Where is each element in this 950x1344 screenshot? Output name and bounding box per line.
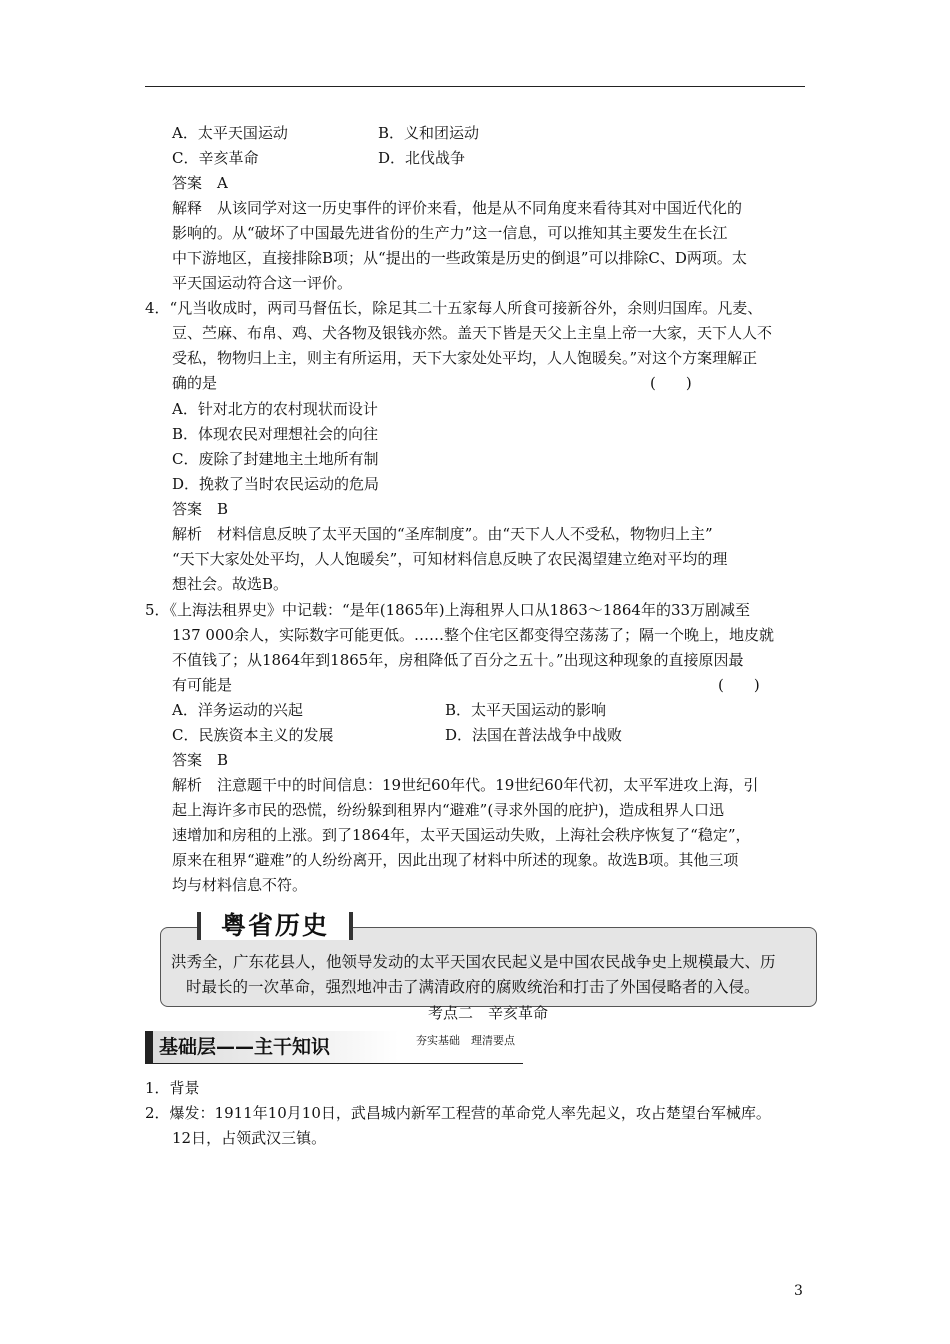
q4-stem-line: 受私，物物归上主，则主有所运用，天下大家处处平均，人人饱暖矣。”对这个方案理解正 xyxy=(172,349,758,367)
q4-stem-line: 确的是 xyxy=(172,374,218,392)
guangdong-history-title: 粤省历史 xyxy=(197,912,353,940)
page-number: 3 xyxy=(794,1283,803,1299)
q5-answer-blank: ( ) xyxy=(718,676,760,694)
point-outbreak-line: 12日，占领武汉三镇。 xyxy=(172,1129,327,1147)
q5-option-c: C．民族资本主义的发展 xyxy=(172,726,334,744)
point-background: 1．背景 xyxy=(145,1079,200,1097)
q3-option-a: A．太平天国运动 xyxy=(172,124,288,142)
banner-text-line: 时最长的一次革命，强烈地冲击了满清政府的腐败统治和打击了外国侵略者的入侵。 xyxy=(186,978,760,996)
q4-stem-line: 4．“凡当收成时，两司马督伍长，除足其二十五家每人所食可接新谷外，余则归国库。凡麦、 xyxy=(145,299,763,317)
q3-option-d: D．北伐战争 xyxy=(378,149,466,167)
q3-option-c: C．辛亥革命 xyxy=(172,149,259,167)
q3-explain-line: 解释 从该同学对这一历史事件的评价来看，他是从不同角度来看待其对中国近代化的 xyxy=(172,199,743,217)
q3-explain-line: 平天国运动符合这一评价。 xyxy=(172,274,353,292)
q4-explain-line: 想社会。故选B。 xyxy=(172,575,289,593)
q3-explain-line: 中下游地区，直接排除B项；从“提出的一些政策是历史的倒退”可以排除C、D两项。太 xyxy=(172,249,747,267)
q5-option-a: A．洋务运动的兴起 xyxy=(172,701,303,719)
basic-layer-rule xyxy=(145,1063,523,1064)
q5-stem-line: 137 000余人，实际数字可能更低。……整个住宅区都变得空荡荡了；隔一个晚上，地皮就 xyxy=(172,626,775,644)
q5-explain-line: 解析 注意题干中的时间信息：19世纪60年代。19世纪60年代初，太平军进攻上海，引 xyxy=(172,776,759,794)
section-heading: 考点二 辛亥革命 xyxy=(428,1004,549,1022)
q4-option-d: D．挽救了当时农民运动的危局 xyxy=(172,475,380,493)
header-rule xyxy=(145,86,805,87)
q5-stem-line: 不值钱了；从1864年到1865年，房租降低了百分之五十。”出现这种现象的直接原因最 xyxy=(172,651,744,669)
banner-text-line: 洪秀全，广东花县人，他领导发动的太平天国农民起义是中国农民战争史上规模最大、历 xyxy=(171,953,776,971)
q4-option-c: C．废除了封建地主土地所有制 xyxy=(172,450,379,468)
q4-option-b: B．体现农民对理想社会的向往 xyxy=(172,425,379,443)
q3-explain-line: 影响的。从“破坏了中国最先进省份的生产力”这一信息，可以推知其主要发生在长江 xyxy=(172,224,728,242)
q4-stem-line: 豆、苎麻、布帛、鸡、犬各物及银钱亦然。盖天下皆是天父上主皇上帝一大家，天下人人不 xyxy=(172,324,773,342)
q5-stem-line: 5．《上海法租界史》中记载：“是年(1865年)上海租界人口从1863～1864年的33万剧减至 xyxy=(145,601,751,619)
q4-answer: 答案 B xyxy=(172,500,229,518)
q5-option-d: D．法国在普法战争中战败 xyxy=(445,726,623,744)
q3-answer: 答案 A xyxy=(172,174,228,192)
basic-layer-subtitle: 夯实基础 理清要点 xyxy=(416,1034,515,1047)
q5-answer: 答案 B xyxy=(172,751,229,769)
q5-explain-line: 均与材料信息不符。 xyxy=(172,876,308,894)
q5-explain-line: 起上海许多市民的恐慌，纷纷躲到租界内“避难”(寻求外国的庇护)，造成租界人口迅 xyxy=(172,801,725,819)
q5-option-b: B．太平天国运动的影响 xyxy=(445,701,607,719)
q4-explain-line: “天下大家处处平均，人人饱暖矣”，可知材料信息反映了农民渴望建立绝对平均的理 xyxy=(172,550,728,568)
q4-answer-blank: ( ) xyxy=(650,374,692,392)
q4-explain-line: 解析 材料信息反映了太平天国的“圣库制度”。由“天下人人不受私，物物归上主” xyxy=(172,525,713,543)
basic-layer-heading: 基础层——主干知识 xyxy=(145,1031,399,1063)
q5-stem-line: 有可能是 xyxy=(172,676,233,694)
q5-explain-line: 速增加和房租的上涨。到了1864年，太平天国运动失败，上海社会秩序恢复了“稳定”， xyxy=(172,826,751,844)
q3-option-b: B．义和团运动 xyxy=(378,124,480,142)
q5-explain-line: 原来在租界“避难”的人纷纷离开，因此出现了材料中所述的现象。故选B项。其他三项 xyxy=(172,851,739,869)
point-outbreak-line: 2．爆发：1911年10月10日，武昌城内新军工程营的革命党人率先起义，攻占楚望台军械库。 xyxy=(145,1104,771,1122)
q4-option-a: A．针对北方的农村现状而设计 xyxy=(172,400,378,418)
